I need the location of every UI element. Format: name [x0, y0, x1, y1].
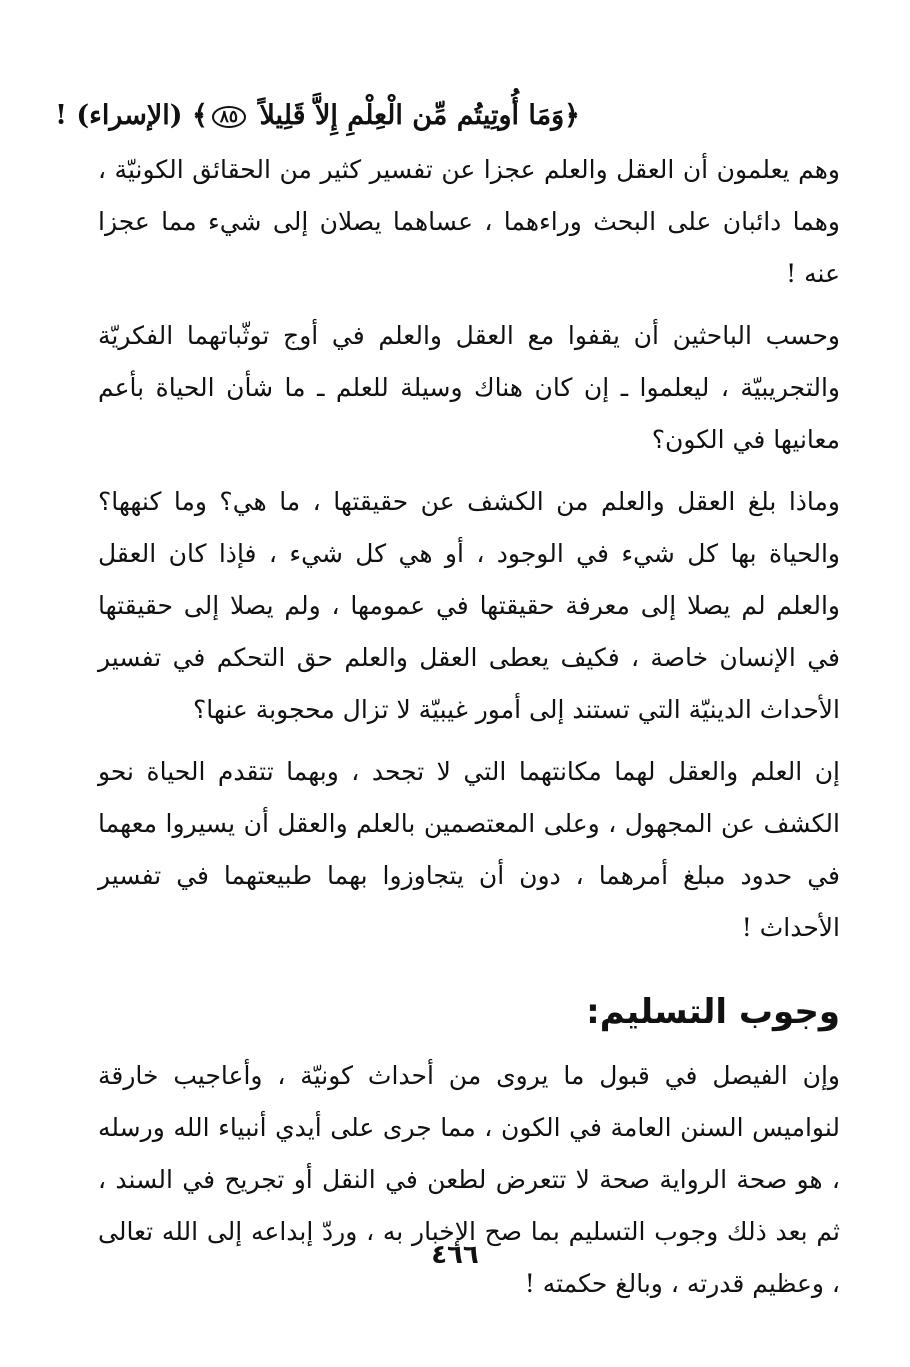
- paragraph-2: وحسب الباحثين أن يقفوا مع العقل والعلم في أوج توثّباتهما الفكريّة والتجريبيّة ، ليعلموا ـ إن كان هناك وسيلة للعلم ـ ما شأن الحياة بأعم معانيها في الكون؟: [98, 321, 840, 454]
- paragraph-5: وإن الفيصل في قبول ما يروى من أحداث كونيّة ، وأعاجيب خارقة لنواميس السنن العامة في الكون ، مما جرى على أيدي أنبياء الله ورسله ، هو صحة الرواية صحة لا تتعرض لطعن في النقل أو تجريح في السند ، ثم بعد ذلك وجوب التسليم بما صح الإخبار به ، وردّ إبداعه إلى الله تعالى ، وعظيم قدرته ، وبالغ حكمته !: [98, 1061, 840, 1298]
- verse-number: ٨٥: [212, 106, 246, 128]
- page-number: ٤٦٦: [431, 1240, 479, 1270]
- verse-source: (الإسراء) !: [55, 100, 183, 131]
- paragraph-1: وهم يعلمون أن العقل والعلم عجزا عن تفسير كثير من الحقائق الكونيّة ، وهما دائبان على البحث وراءهما ، عساهما يصلان إلى شيء مما عجزا عنه !: [98, 155, 840, 288]
- verse-text: وَمَا أُوتِيتُم مِّن الْعِلْمِ إِلاَّ قَلِيلاً: [259, 100, 565, 131]
- paragraph-3: وماذا بلغ العقل والعلم من الكشف عن حقيقتها ، ما هي؟ وما كنهها؟ والحياة بها كل شيء في الوجود ، أو هي كل شيء ، فإذا كان العقل والعلم لم يصلا إلى معرفة حقيقتها في عمومها ، ولم يصلا إلى حقيقتها في الإنسان خاصة ، فكيف يعطى العقل والعلم حق التحكم في تفسير الأحداث الدينيّة التي تستند إلى أمور غيبيّة لا تزال محجوبة عنها؟: [98, 487, 840, 724]
- section-heading: وجوب التسليم:: [586, 992, 840, 1032]
- page-body: [55, 88, 840, 1320]
- quran-verse: [55, 88, 840, 144]
- verse-close-bracket: ﴾: [191, 100, 208, 131]
- paragraph-4: إن العلم والعقل لهما مكانتهما التي لا تجحد ، وبهما تتقدم الحياة نحو الكشف عن المجهول ، وعلى المعتصمين بالعلم والعقل أن يسيروا معهما في حدود مبلغ أمرهما ، دون أن يتجاوزوا بهما طبيعتهما في تفسير الأحداث !: [98, 757, 840, 942]
- verse-open-bracket: ﴿: [564, 100, 580, 131]
